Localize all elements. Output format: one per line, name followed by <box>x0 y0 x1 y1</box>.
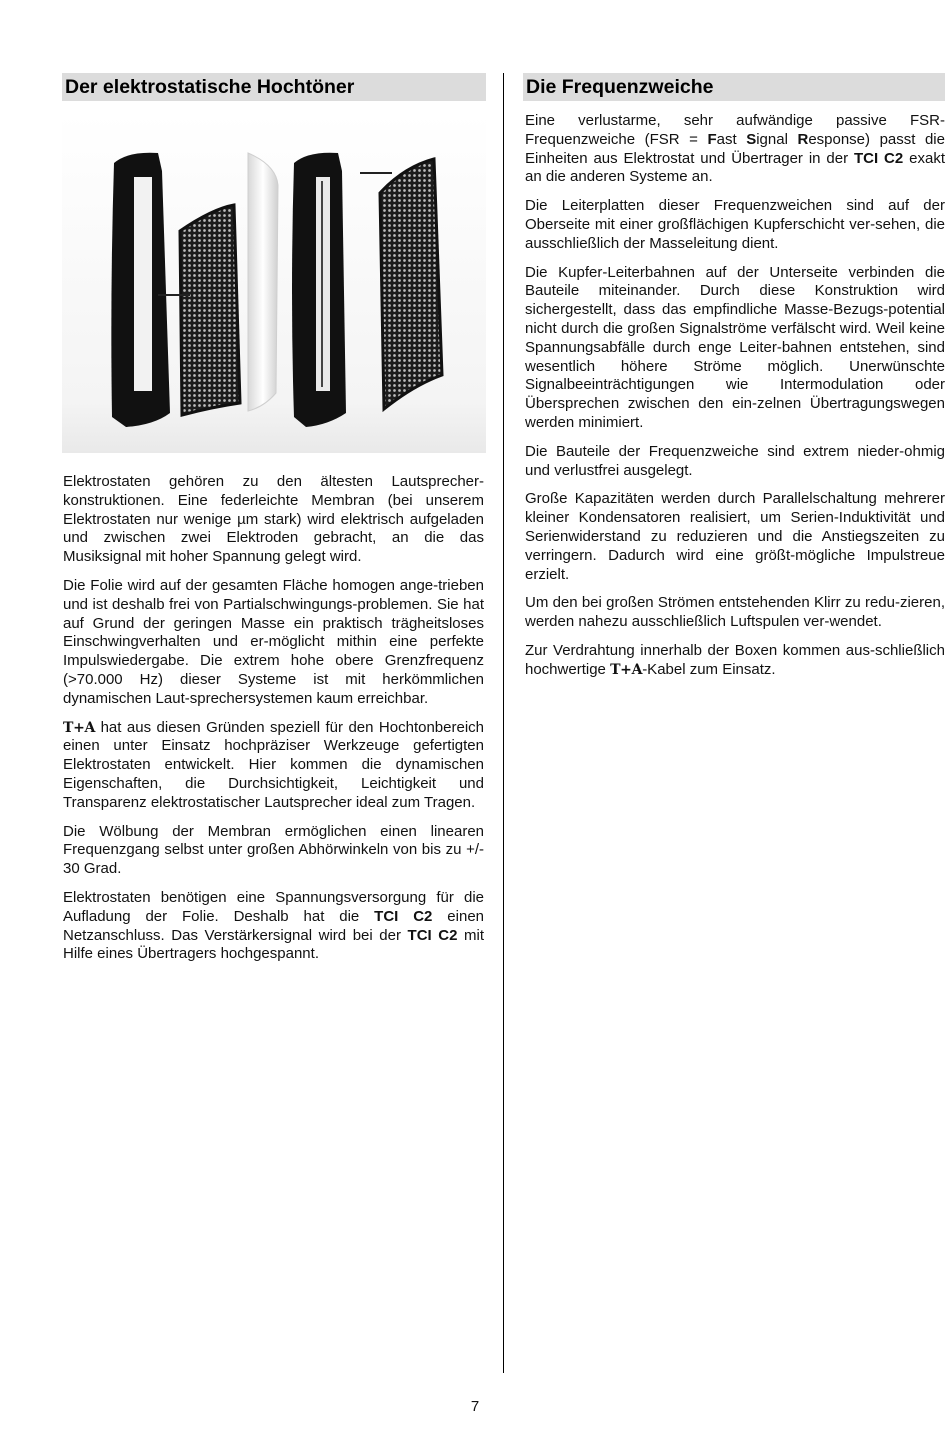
section-heading-crossover: Die Frequenzweiche <box>523 73 945 101</box>
brand-logo: T+A <box>63 719 96 736</box>
paragraph: Um den bei großen Strömen entstehenden Klirr zu redu-zieren, werden nahezu ausschließlich Luftspulen ver-wendet. <box>525 594 945 631</box>
paragraph: Eine verlustarme, sehr aufwändige passive FSR-Frequenzweiche (FSR = Fast Signal Response) passt die Einheiten aus Elektrostat und Übertrager in der TCI C2 exakt an die anderen Systeme an. <box>525 112 945 186</box>
paragraph: T+A hat aus diesen Gründen speziell für den Hochtonbereich einen unter Einsatz hochpräziser Werkzeuge gefertigten Elektrostaten entwickelt. Hier kommen die dynamischen Eigenschaften, die Durchsichtigkeit, Leichtigkeit und Transparenz elektrostatischer Lautsprecher ideal zum Tragen. <box>63 718 484 811</box>
paragraph: Elektrostaten gehören zu den ältesten Lautsprecher-konstruktionen. Eine federleichte Membran (bei unserem Elektrostaten nur wenige µm stark) wird elektrisch aufgeladen und zwischen zwei Elektroden gebracht, an die das Musiksignal mit hoher Spannung gelegt wird. <box>63 473 484 566</box>
brand-logo: T+A <box>610 661 643 678</box>
model-name: TCI C2 <box>374 907 433 925</box>
model-name: TCI C2 <box>407 926 458 944</box>
model-name: TCI C2 <box>853 149 904 167</box>
page-number: 7 <box>470 1398 480 1415</box>
paragraph: Die Folie wird auf der gesamten Fläche homogen ange-trieben und ist deshalb frei von Partialschwingungs-problemen. Sie hat auf Grund der geringen Masse ein praktisch trägheitsloses Einschwingverhalten und er-möglicht mithin eine perfekte Impulswiedergabe. Die extrem hohe obere Grenzfrequenz (>70.000 Hz) dieser Systeme ist mit herkömmlichen dynamischen Laut-sprechersystemen kaum erreichbar. <box>63 576 484 707</box>
column-divider <box>503 73 504 1373</box>
paragraph: Große Kapazitäten werden durch Parallelschaltung mehrerer kleiner Kondensatoren realisiert, um Serien-Induktivität und Serienwiderstand zu reduzieren und die Anstiegszeiten zu verringern. Dadurch wird eine größt-mögliche Impulstreue erzielt. <box>525 490 945 583</box>
paragraph: Die Wölbung der Membran ermöglichen einen linearen Frequenzgang selbst unter großen Abhörwinkeln von bis zu +/- 30 Grad. <box>63 822 484 878</box>
paragraph: Die Bauteile der Frequenzweiche sind extrem nieder-ohmig und verlustfrei ausgelegt. <box>525 442 945 479</box>
section-heading-tweeter: Der elektrostatische Hochtöner <box>62 73 486 101</box>
paragraph: Zur Verdrahtung innerhalb der Boxen kommen aus-schließlich hochwertige T+A-Kabel zum Einsatz. <box>525 641 945 678</box>
right-column <box>523 73 945 690</box>
electrostatic-tweeter-image <box>62 113 486 453</box>
paragraph: Die Leiterplatten dieser Frequenzweichen sind auf der Oberseite mit einer großflächigen Kupferschicht ver-sehen, die ausschließlich der Masseleitung dient. <box>525 197 945 252</box>
paragraph: Elektrostaten benötigen eine Spannungsversorgung für die Aufladung der Folie. Deshalb hat die TCI C2 einen Netzanschluss. Das Verstärkersignal wird bei der TCI C2 mit Hilfe eines Übertragers hochgespannt. <box>63 888 484 963</box>
left-column <box>62 73 486 974</box>
paragraph: Die Kupfer-Leiterbahnen auf der Unterseite verbinden die Bauteile miteinander. Durch diese Konstruktion wird sichergestellt, dass das empfindliche Masse-Bezugs-potential nicht durch die großen Signalströme verfälscht wird. Weil keine Spannungsabfälle durch enge Leiter-bahnen entstehen, sind wesentlich höhere Ströme möglich. Unerwünschte Signalbeeinträchtigungen wie Intermodulation oder Übersprechen zwischen den ein-zelnen Übertragungswegen werden minimiert. <box>525 263 945 431</box>
